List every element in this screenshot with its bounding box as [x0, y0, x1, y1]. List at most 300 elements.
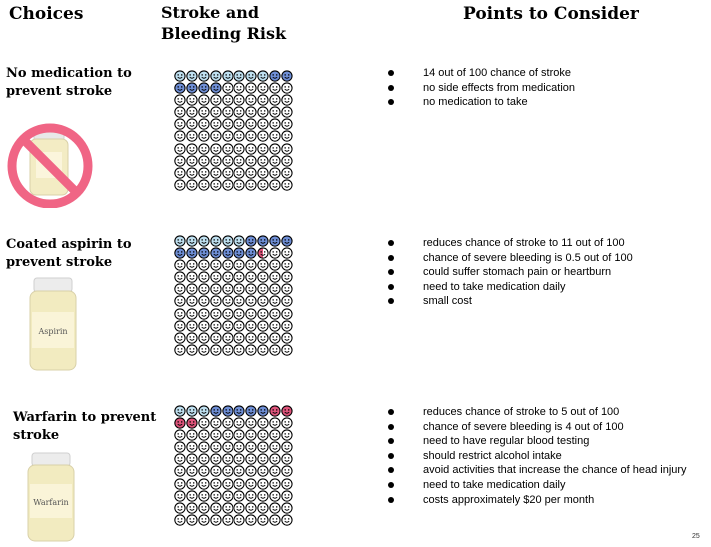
face-neutral: [222, 417, 234, 429]
point-item: no medication to take: [388, 95, 575, 110]
face-neutral: [210, 308, 222, 320]
face-stroke-avoided: [198, 405, 210, 417]
face-neutral: [233, 167, 245, 179]
face-neutral: [186, 465, 198, 477]
face-neutral: [222, 130, 234, 142]
face-neutral: [245, 502, 257, 514]
face-neutral: [198, 106, 210, 118]
face-neutral: [281, 514, 293, 526]
face-neutral: [245, 344, 257, 356]
face-stroke: [198, 247, 210, 259]
face-neutral: [186, 441, 198, 453]
face-neutral: [186, 320, 198, 332]
face-neutral: [198, 344, 210, 356]
face-neutral: [245, 320, 257, 332]
face-grid-warfarin: [174, 405, 293, 526]
face-bleeding: [269, 405, 281, 417]
face-neutral: [257, 118, 269, 130]
face-neutral: [198, 441, 210, 453]
face-neutral: [269, 478, 281, 490]
face-stroke: [186, 82, 198, 94]
face-neutral: [257, 429, 269, 441]
face-neutral: [257, 167, 269, 179]
face-stroke-avoided: [222, 235, 234, 247]
face-neutral: [186, 283, 198, 295]
point-item: chance of severe bleeding is 0.5 out of 100: [388, 251, 633, 266]
face-neutral: [269, 259, 281, 271]
face-neutral: [269, 441, 281, 453]
face-neutral: [174, 283, 186, 295]
face-neutral: [198, 308, 210, 320]
face-neutral: [245, 453, 257, 465]
face-neutral: [222, 453, 234, 465]
face-stroke: [233, 70, 245, 82]
face-neutral: [198, 417, 210, 429]
face-bleeding: [174, 417, 186, 429]
face-neutral: [281, 130, 293, 142]
face-neutral: [281, 308, 293, 320]
face-neutral: [198, 514, 210, 526]
face-neutral: [222, 167, 234, 179]
face-neutral: [281, 118, 293, 130]
face-neutral: [281, 94, 293, 106]
face-neutral: [245, 271, 257, 283]
face-neutral: [245, 417, 257, 429]
point-item: could suffer stomach pain or heartburn: [388, 265, 633, 280]
face-neutral: [233, 295, 245, 307]
face-stroke: [198, 70, 210, 82]
face-neutral: [269, 502, 281, 514]
face-stroke: [257, 405, 269, 417]
face-neutral: [233, 118, 245, 130]
point-item: should restrict alcohol intake: [388, 449, 687, 464]
face-neutral: [222, 106, 234, 118]
face-neutral: [269, 94, 281, 106]
face-neutral: [257, 344, 269, 356]
face-neutral: [281, 465, 293, 477]
face-neutral: [186, 514, 198, 526]
face-neutral: [210, 465, 222, 477]
face-neutral: [281, 429, 293, 441]
face-neutral: [222, 502, 234, 514]
face-neutral: [281, 179, 293, 191]
face-stroke: [269, 235, 281, 247]
face-bleeding: [281, 405, 293, 417]
face-stroke: [210, 405, 222, 417]
face-neutral: [245, 130, 257, 142]
face-neutral: [233, 320, 245, 332]
face-neutral: [222, 82, 234, 94]
face-neutral: [210, 514, 222, 526]
face-neutral: [281, 478, 293, 490]
face-neutral: [174, 308, 186, 320]
face-neutral: [257, 271, 269, 283]
face-neutral: [281, 259, 293, 271]
face-neutral: [245, 295, 257, 307]
option-no-medication-title: No medication to prevent stroke: [6, 66, 132, 99]
face-neutral: [198, 332, 210, 344]
face-neutral: [210, 155, 222, 167]
face-neutral: [233, 478, 245, 490]
face-neutral: [269, 143, 281, 155]
face-stroke: [186, 247, 198, 259]
face-bleeding: [186, 417, 198, 429]
face-neutral: [210, 441, 222, 453]
face-neutral: [222, 271, 234, 283]
face-neutral: [222, 478, 234, 490]
face-neutral: [269, 453, 281, 465]
face-neutral: [269, 118, 281, 130]
face-neutral: [174, 429, 186, 441]
face-neutral: [269, 295, 281, 307]
face-neutral: [257, 130, 269, 142]
face-neutral: [174, 295, 186, 307]
face-neutral: [245, 167, 257, 179]
face-neutral: [281, 332, 293, 344]
face-neutral: [174, 441, 186, 453]
face-neutral: [198, 502, 210, 514]
face-neutral: [174, 453, 186, 465]
face-stroke: [245, 405, 257, 417]
face-neutral: [210, 417, 222, 429]
face-neutral: [233, 441, 245, 453]
face-neutral: [174, 490, 186, 502]
face-neutral: [245, 490, 257, 502]
face-neutral: [174, 106, 186, 118]
face-neutral: [257, 332, 269, 344]
face-neutral: [257, 155, 269, 167]
face-neutral: [210, 179, 222, 191]
point-item: chance of severe bleeding is 4 out of 100: [388, 420, 687, 435]
points-aspirin: [388, 236, 633, 309]
face-neutral: [257, 295, 269, 307]
face-neutral: [174, 167, 186, 179]
face-neutral: [174, 320, 186, 332]
face-neutral: [222, 344, 234, 356]
face-neutral: [269, 344, 281, 356]
face-neutral: [174, 502, 186, 514]
points-no-medication: [388, 66, 575, 110]
face-neutral: [269, 167, 281, 179]
face-stroke-avoided: [186, 235, 198, 247]
face-neutral: [186, 155, 198, 167]
face-neutral: [186, 106, 198, 118]
face-neutral: [222, 295, 234, 307]
risk-header: Stroke and Bleeding Risk: [161, 3, 287, 43]
face-stroke: [281, 70, 293, 82]
face-neutral: [222, 155, 234, 167]
face-neutral: [245, 441, 257, 453]
face-neutral: [186, 167, 198, 179]
face-neutral: [233, 106, 245, 118]
face-neutral: [210, 130, 222, 142]
face-neutral: [257, 143, 269, 155]
face-neutral: [222, 465, 234, 477]
face-stroke: [186, 70, 198, 82]
face-neutral: [233, 514, 245, 526]
face-neutral: [198, 453, 210, 465]
face-neutral: [174, 514, 186, 526]
face-neutral: [281, 490, 293, 502]
point-item: no side effects from medication: [388, 81, 575, 96]
face-neutral: [257, 502, 269, 514]
face-stroke: [174, 82, 186, 94]
face-neutral: [245, 94, 257, 106]
face-stroke: [245, 235, 257, 247]
face-neutral: [233, 179, 245, 191]
face-neutral: [222, 179, 234, 191]
face-grid-no-medication: [174, 70, 293, 191]
face-neutral: [257, 94, 269, 106]
face-neutral: [281, 344, 293, 356]
face-neutral: [281, 82, 293, 94]
face-neutral: [233, 271, 245, 283]
face-neutral: [257, 490, 269, 502]
face-neutral: [245, 514, 257, 526]
face-neutral: [210, 429, 222, 441]
face-neutral: [174, 465, 186, 477]
face-neutral: [186, 130, 198, 142]
face-neutral: [269, 417, 281, 429]
face-stroke: [245, 70, 257, 82]
face-neutral: [281, 247, 293, 259]
face-neutral: [222, 514, 234, 526]
face-neutral: [198, 283, 210, 295]
option-warfarin-title: Warfarin to prevent stroke: [13, 410, 157, 443]
face-neutral: [257, 514, 269, 526]
face-neutral: [174, 130, 186, 142]
face-neutral: [198, 478, 210, 490]
face-neutral: [245, 465, 257, 477]
face-stroke: [281, 235, 293, 247]
face-neutral: [210, 94, 222, 106]
face-neutral: [281, 155, 293, 167]
face-neutral: [222, 118, 234, 130]
bottle-label: Aspirin: [38, 327, 68, 336]
point-item: reduces chance of stroke to 5 out of 100: [388, 405, 687, 420]
face-neutral: [257, 82, 269, 94]
face-neutral: [245, 308, 257, 320]
face-neutral: [186, 478, 198, 490]
face-neutral: [233, 130, 245, 142]
face-neutral: [257, 417, 269, 429]
choices-header: Choices: [9, 4, 84, 24]
face-neutral: [210, 478, 222, 490]
face-neutral: [210, 344, 222, 356]
face-neutral: [210, 259, 222, 271]
face-stroke-avoided: [198, 235, 210, 247]
face-stroke: [174, 70, 186, 82]
face-neutral: [198, 94, 210, 106]
face-neutral: [233, 259, 245, 271]
pill-bottle-icon: [27, 276, 79, 372]
face-stroke: [222, 70, 234, 82]
face-neutral: [245, 332, 257, 344]
face-neutral: [210, 295, 222, 307]
face-neutral: [245, 283, 257, 295]
face-neutral: [198, 320, 210, 332]
point-item: reduces chance of stroke to 11 out of 100: [388, 236, 633, 251]
face-neutral: [210, 271, 222, 283]
face-neutral: [210, 143, 222, 155]
face-neutral: [257, 453, 269, 465]
face-neutral: [198, 118, 210, 130]
points-warfarin: [388, 405, 687, 507]
face-stroke: [257, 235, 269, 247]
points-header: Points to Consider: [463, 4, 639, 24]
face-neutral: [186, 332, 198, 344]
face-neutral: [245, 143, 257, 155]
face-neutral: [233, 94, 245, 106]
face-neutral: [269, 490, 281, 502]
face-neutral: [233, 453, 245, 465]
face-neutral: [233, 143, 245, 155]
face-stroke: [222, 405, 234, 417]
face-neutral: [233, 502, 245, 514]
face-stroke: [198, 82, 210, 94]
face-neutral: [198, 490, 210, 502]
face-stroke: [269, 70, 281, 82]
face-neutral: [222, 308, 234, 320]
point-item: need to take medication daily: [388, 478, 687, 493]
face-neutral: [222, 441, 234, 453]
face-stroke: [210, 82, 222, 94]
face-stroke-avoided: [174, 405, 186, 417]
face-neutral: [210, 106, 222, 118]
face-neutral: [281, 295, 293, 307]
face-neutral: [186, 429, 198, 441]
face-neutral: [257, 283, 269, 295]
face-neutral: [269, 179, 281, 191]
face-neutral: [198, 143, 210, 155]
face-neutral: [174, 143, 186, 155]
face-neutral: [174, 155, 186, 167]
face-neutral: [245, 155, 257, 167]
face-neutral: [281, 283, 293, 295]
face-neutral: [233, 490, 245, 502]
face-neutral: [281, 453, 293, 465]
face-neutral: [210, 283, 222, 295]
face-neutral: [210, 332, 222, 344]
face-neutral: [222, 332, 234, 344]
face-neutral: [269, 283, 281, 295]
face-neutral: [245, 259, 257, 271]
face-bleeding-partial: [257, 247, 269, 259]
face-neutral: [257, 179, 269, 191]
face-neutral: [245, 118, 257, 130]
face-neutral: [186, 502, 198, 514]
face-neutral: [281, 271, 293, 283]
face-neutral: [257, 478, 269, 490]
face-neutral: [269, 332, 281, 344]
face-neutral: [257, 106, 269, 118]
face-neutral: [174, 478, 186, 490]
face-neutral: [186, 118, 198, 130]
face-neutral: [210, 490, 222, 502]
face-neutral: [233, 429, 245, 441]
face-neutral: [233, 465, 245, 477]
crossed-out-pill-bottle-icon: [6, 118, 94, 208]
face-stroke: [210, 70, 222, 82]
face-neutral: [269, 308, 281, 320]
face-neutral: [174, 259, 186, 271]
face-neutral: [210, 118, 222, 130]
face-stroke-avoided: [186, 405, 198, 417]
face-stroke: [257, 70, 269, 82]
face-neutral: [233, 332, 245, 344]
face-neutral: [186, 308, 198, 320]
face-neutral: [186, 94, 198, 106]
face-neutral: [281, 106, 293, 118]
face-neutral: [198, 465, 210, 477]
face-neutral: [245, 106, 257, 118]
face-neutral: [174, 94, 186, 106]
face-grid-aspirin: [174, 235, 293, 356]
face-neutral: [257, 259, 269, 271]
face-neutral: [186, 344, 198, 356]
point-item: avoid activities that increase the chance of head injury: [388, 463, 687, 478]
face-neutral: [281, 320, 293, 332]
face-stroke: [210, 247, 222, 259]
face-neutral: [222, 490, 234, 502]
face-neutral: [198, 130, 210, 142]
pill-bottle-icon: [25, 451, 77, 543]
face-neutral: [198, 259, 210, 271]
bottle-label: Warfarin: [33, 498, 69, 507]
face-neutral: [257, 308, 269, 320]
face-neutral: [186, 271, 198, 283]
face-neutral: [269, 465, 281, 477]
face-neutral: [186, 453, 198, 465]
face-stroke: [174, 247, 186, 259]
face-neutral: [281, 502, 293, 514]
face-stroke-avoided: [210, 235, 222, 247]
face-neutral: [233, 308, 245, 320]
face-neutral: [174, 179, 186, 191]
point-item: need to take medication daily: [388, 280, 633, 295]
face-neutral: [198, 429, 210, 441]
face-neutral: [222, 94, 234, 106]
face-neutral: [281, 441, 293, 453]
face-neutral: [198, 179, 210, 191]
face-neutral: [245, 179, 257, 191]
face-neutral: [210, 502, 222, 514]
face-neutral: [257, 465, 269, 477]
face-neutral: [245, 478, 257, 490]
face-neutral: [198, 295, 210, 307]
face-stroke: [222, 247, 234, 259]
face-neutral: [257, 441, 269, 453]
face-neutral: [269, 130, 281, 142]
face-stroke-avoided: [233, 235, 245, 247]
face-neutral: [269, 271, 281, 283]
face-neutral: [245, 82, 257, 94]
face-neutral: [281, 167, 293, 179]
face-neutral: [269, 429, 281, 441]
page-number: 25: [692, 533, 700, 540]
face-stroke-avoided: [174, 235, 186, 247]
face-neutral: [233, 344, 245, 356]
face-neutral: [281, 417, 293, 429]
face-neutral: [174, 332, 186, 344]
face-neutral: [222, 320, 234, 332]
face-stroke: [245, 247, 257, 259]
face-neutral: [210, 453, 222, 465]
face-neutral: [233, 417, 245, 429]
face-neutral: [174, 271, 186, 283]
face-neutral: [233, 155, 245, 167]
face-neutral: [210, 167, 222, 179]
